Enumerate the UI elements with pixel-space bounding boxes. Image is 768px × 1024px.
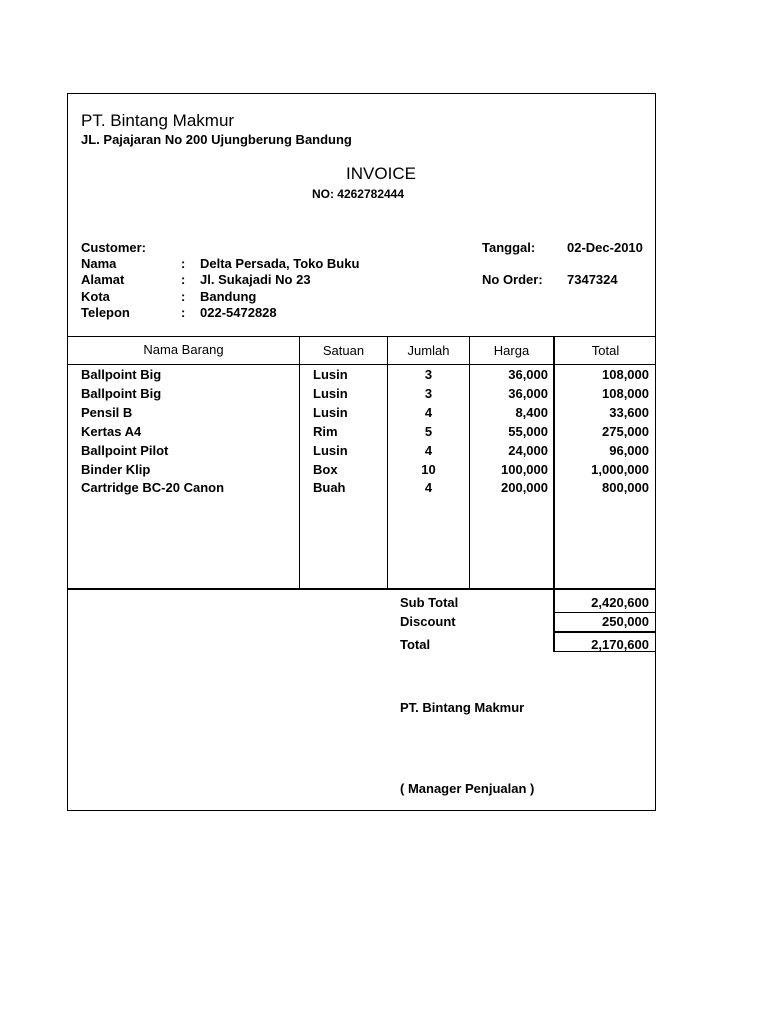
cell-satuan: Lusin — [313, 367, 348, 382]
th-satuan: Satuan — [322, 343, 365, 358]
th-harga: Harga — [493, 343, 530, 358]
cell-harga: 36,000 — [508, 386, 548, 401]
cell-nama-barang: Binder Klip — [81, 462, 151, 477]
cell-nama-barang: Ballpoint Big — [81, 386, 162, 401]
cell-harga: 100,000 — [501, 462, 548, 477]
cell-total: 1,000,000 — [591, 462, 649, 477]
customer-field-value: Bandung — [200, 289, 257, 304]
invoice-number: NO: 4262782444 — [311, 187, 405, 201]
cell-nama-barang: Kertas A4 — [81, 424, 142, 439]
order-value: 7347324 — [567, 272, 618, 287]
order-label: No Order: — [482, 272, 543, 287]
cell-harga: 36,000 — [508, 367, 548, 382]
subtotal-label: Sub Total — [400, 595, 459, 610]
cell-jumlah: 4 — [424, 480, 433, 495]
date-label: Tanggal: — [482, 240, 536, 255]
table-header-border — [67, 364, 656, 365]
cell-nama-barang: Ballpoint Pilot — [81, 443, 169, 458]
discount-underline — [555, 631, 656, 633]
cell-nama-barang: Cartridge BC-20 Canon — [81, 480, 225, 495]
cell-satuan: Buah — [313, 480, 346, 495]
cell-total: 108,000 — [602, 386, 649, 401]
cell-total: 800,000 — [602, 480, 649, 495]
invoice-title: INVOICE — [346, 164, 416, 183]
customer-field-value: 022-5472828 — [200, 305, 277, 320]
cell-total: 96,000 — [609, 443, 649, 458]
subtotal-value: 2,420,600 — [591, 595, 649, 610]
cell-jumlah: 5 — [424, 424, 433, 439]
signature-company: PT. Bintang Makmur — [400, 700, 525, 715]
company-address: JL. Pajajaran No 200 Ujungberung Bandung — [81, 132, 352, 147]
customer-field-label: Telepon — [81, 305, 130, 320]
customer-heading: Customer: — [81, 240, 147, 255]
cell-jumlah: 4 — [424, 443, 433, 458]
cell-total: 275,000 — [602, 424, 649, 439]
cell-jumlah: 4 — [424, 405, 433, 420]
table-top-border — [67, 336, 656, 337]
customer-field-label: Alamat — [81, 272, 125, 287]
table-bottom-border — [67, 588, 656, 590]
cell-satuan: Lusin — [313, 405, 348, 420]
customer-field-label: Kota — [81, 289, 110, 304]
customer-field-label: Nama — [81, 256, 117, 271]
cell-satuan: Lusin — [313, 386, 348, 401]
cell-satuan: Box — [313, 462, 338, 477]
cell-nama-barang: Ballpoint Big — [81, 367, 162, 382]
col-divider-1 — [299, 336, 300, 589]
cell-harga: 8,400 — [515, 405, 548, 420]
cell-harga: 200,000 — [501, 480, 548, 495]
cell-jumlah: 10 — [421, 462, 436, 477]
signature-role: ( Manager Penjualan ) — [400, 781, 535, 796]
cell-satuan: Rim — [313, 424, 338, 439]
cell-harga: 55,000 — [508, 424, 548, 439]
discount-value: 250,000 — [602, 614, 649, 629]
th-jumlah: Jumlah — [407, 343, 450, 358]
customer-field-separator: : — [181, 272, 186, 287]
cell-jumlah: 3 — [424, 367, 433, 382]
customer-field-separator: : — [181, 305, 186, 320]
cell-satuan: Lusin — [313, 443, 348, 458]
cell-harga: 24,000 — [508, 443, 548, 458]
customer-field-separator: : — [181, 256, 186, 271]
cell-total: 108,000 — [602, 367, 649, 382]
customer-field-value: Jl. Sukajadi No 23 — [200, 272, 311, 287]
subtotal-underline — [555, 612, 656, 613]
company-name: PT. Bintang Makmur — [81, 111, 235, 130]
customer-field-separator: : — [181, 289, 186, 304]
th-nama-barang: Nama Barang — [143, 342, 224, 357]
cell-total: 33,600 — [609, 405, 649, 420]
customer-field-value: Delta Persada, Toko Buku — [200, 256, 360, 271]
cell-jumlah: 3 — [424, 386, 433, 401]
cell-nama-barang: Pensil B — [81, 405, 133, 420]
discount-label: Discount — [400, 614, 456, 629]
date-value: 02-Dec-2010 — [567, 240, 643, 255]
total-value: 2,170,600 — [591, 637, 649, 652]
th-total: Total — [591, 343, 620, 358]
total-label: Total — [400, 637, 431, 652]
